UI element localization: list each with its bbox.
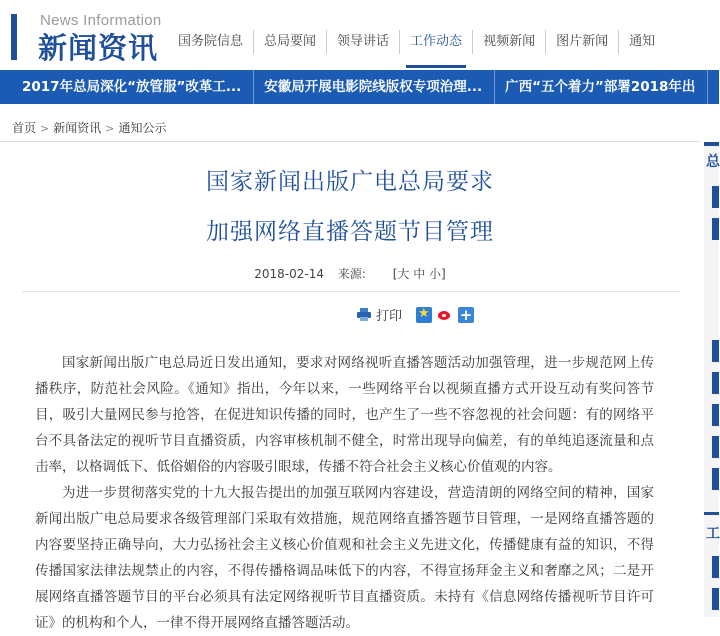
breadcrumb-home-link[interactable]: 首页 (12, 121, 37, 135)
ticker-item[interactable]: 2017年总局深化“放管服”改革工... (12, 70, 254, 104)
plus-share-icon[interactable]: + (459, 305, 473, 324)
nav-item-bureau-news[interactable]: 总局要闻 (254, 30, 327, 54)
logo-accent-bar (11, 14, 17, 60)
article-date: 2018-02-14 (254, 267, 325, 281)
sidebar-list-item[interactable] (712, 468, 719, 490)
article-title-line1: 国家新闻出版广电总局要求 (206, 169, 494, 195)
nav-item-notices[interactable]: 通知 (629, 34, 656, 49)
sidebar-section-accent (704, 142, 719, 146)
sidebar-list-item[interactable] (712, 436, 719, 458)
nav-item-work-updates[interactable]: 工作动态 (400, 30, 473, 54)
sidebar-section-title: 工 (706, 526, 720, 542)
printer-icon[interactable] (357, 308, 371, 321)
font-size-control[interactable]: [大 中 小] (392, 267, 446, 281)
sidebar-list-item[interactable] (712, 556, 719, 578)
breadcrumb-separator: > (40, 122, 50, 135)
sidebar-list-item[interactable] (712, 588, 719, 610)
article-paragraph: 国家新闻出版广电总局近日发出通知，要求对网络视听直播答题活动加强管理，进一步规范网上传播秩序，防范社会风险。《通知》指出，今年以来，一些网络平台以视频直播方式开设互动有奖问答节目，吸引大量网民参与抢答，在促进知识传播的同时，也产生了一些不容忽视的社会问题：有的网络平台不具备法定的视听节目直播资质，内容审核机制不健全，时常出现导向偏差，有的单纯追逐流量和点击率，以格调低下、低俗媚俗的内容吸引眼球，传播不符合社会主义核心价值观的内容。 (35, 355, 654, 475)
logo-english-text: News Information (40, 12, 162, 29)
nav-item-state-council[interactable]: 国务院信息 (168, 30, 254, 54)
sidebar-list-item[interactable] (712, 340, 719, 362)
site-header (0, 0, 719, 70)
nav-item-video-news[interactable]: 视频新闻 (473, 30, 546, 54)
main-nav (168, 30, 665, 54)
breadcrumb-separator: > (105, 122, 115, 135)
sidebar-list-item[interactable] (712, 186, 719, 208)
meta-divider (22, 291, 680, 292)
sidebar-list-item[interactable] (712, 218, 719, 240)
share-toolbar (357, 305, 479, 324)
breadcrumb (12, 119, 166, 136)
article-paragraph: 为进一步贯彻落实党的十九大报告提出的加强互联网内容建设，营造清朗的网络空间的精神，国家新闻出版广电总局要求各级管理部门采取有效措施，规范网络直播答题节目管理，一是网络直播答题的内容要坚持正确导向，大力弘扬社会主义核心价值观和社会主义先进文化，传播健康有益的知识，不得传播国家法律法规禁止的内容，不得传播格调品味低下的内容，不得宣扬拜金主义和奢靡之风；二是开展网络直播答题节目的平台必须具有法定网络视听节目直播资质。未持有《信息网络传播视听节目许可证》的机构和个人，一律不得开展网络直播答题活动。 (35, 485, 654, 631)
headline-ticker (0, 70, 719, 104)
ticker-item[interactable]: 广西“五个着力”部署2018年出 (495, 70, 708, 104)
breadcrumb-news-link[interactable]: 新闻资讯 (53, 121, 102, 135)
breadcrumb-notices-link[interactable]: 通知公示 (118, 121, 167, 135)
qzone-share-icon[interactable] (416, 307, 432, 323)
sidebar-list-item[interactable] (712, 372, 719, 394)
print-button[interactable]: 打印 (376, 309, 403, 324)
logo-chinese-text[interactable]: 新闻资讯 (38, 31, 159, 65)
article-source-label: 来源: (337, 267, 366, 281)
ticker-item[interactable]: 安徽局开展电影院线版权专项治理... (254, 70, 495, 104)
breadcrumb-divider (0, 141, 700, 142)
sidebar-section-title: 总 (706, 154, 720, 170)
article-title-line2: 加强网络直播答题节目管理 (206, 219, 494, 245)
sidebar-section-accent (704, 512, 719, 515)
nav-item-photo-news[interactable]: 图片新闻 (546, 30, 619, 54)
weibo-share-icon[interactable] (437, 307, 453, 323)
sidebar-list-item[interactable] (712, 404, 719, 426)
article-body (35, 350, 654, 636)
article-meta (0, 265, 700, 282)
nav-item-leader-speeches[interactable]: 领导讲话 (327, 30, 400, 54)
